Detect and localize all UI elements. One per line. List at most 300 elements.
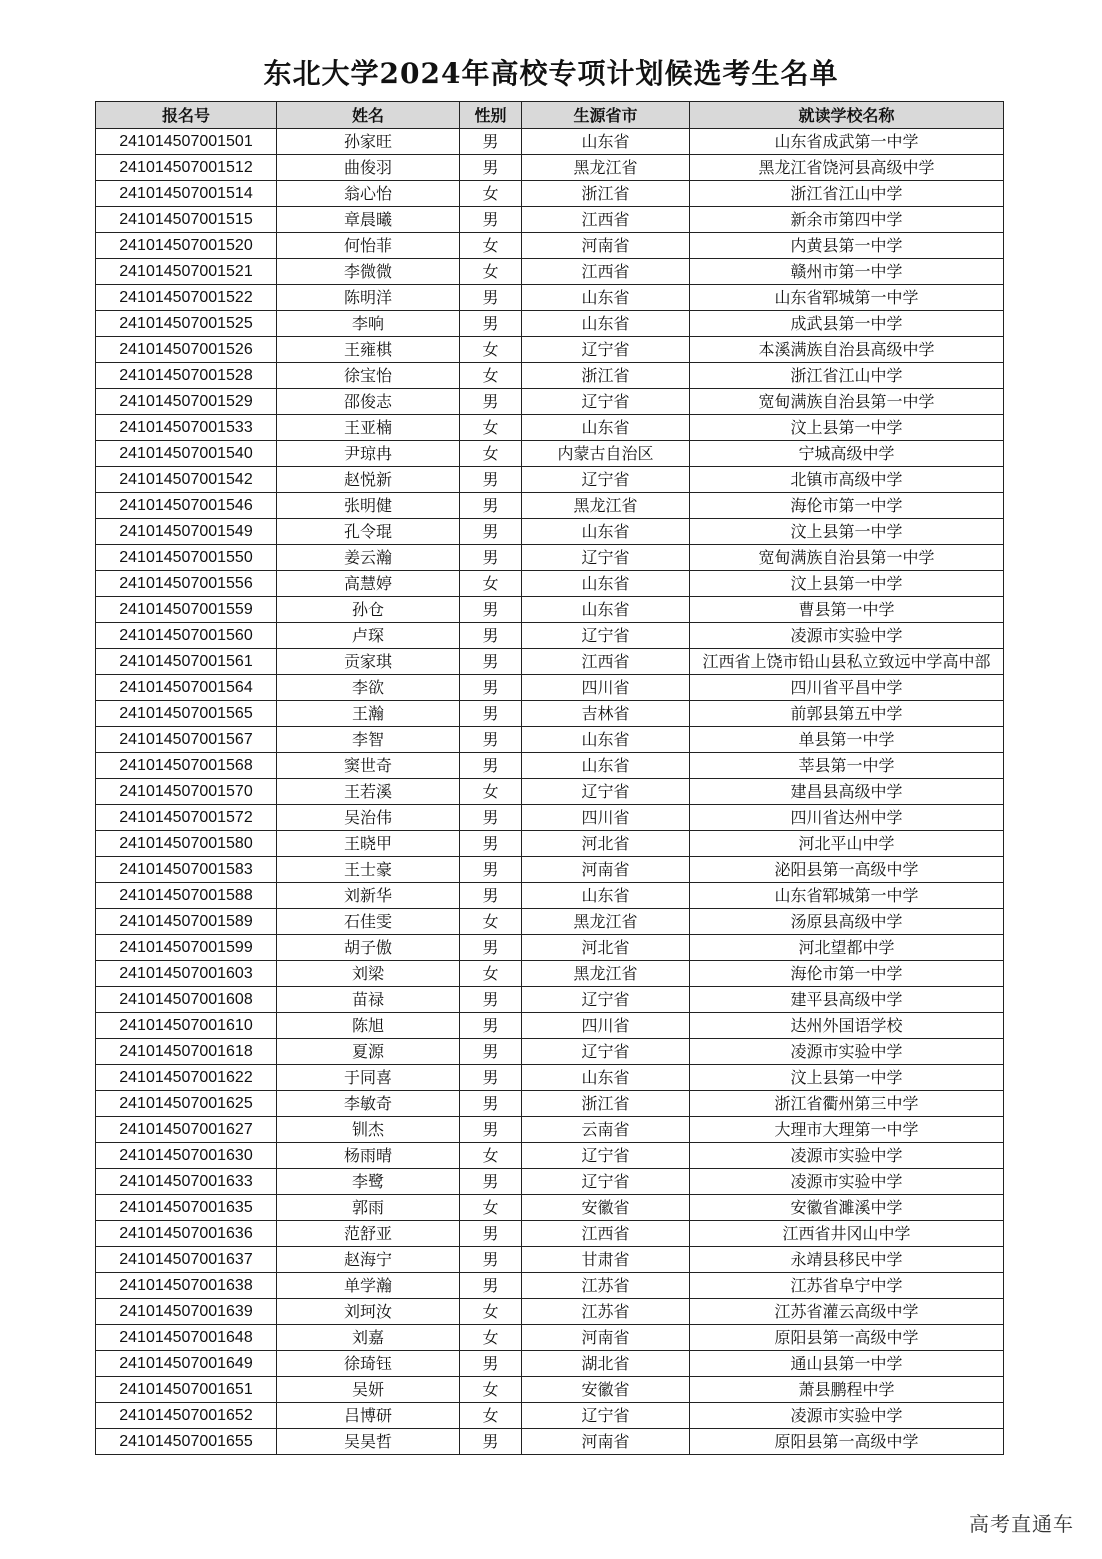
province-cell: 内蒙古自治区 (522, 441, 690, 467)
table-row (96, 519, 1004, 545)
table-row (96, 1195, 1004, 1221)
table-row (96, 441, 1004, 467)
gender-cell: 男 (460, 1091, 522, 1117)
registration-number-cell: 241014507001559 (96, 597, 277, 623)
province-cell: 辽宁省 (522, 337, 690, 363)
school-cell: 江西省上饶市铅山县私立致远中学高中部 (690, 649, 1004, 675)
column-header-province: 生源省市 (522, 102, 690, 129)
table-row (96, 467, 1004, 493)
registration-number-cell: 241014507001627 (96, 1117, 277, 1143)
table-row (96, 1351, 1004, 1377)
name-cell: 王士豪 (277, 857, 460, 883)
gender-cell: 女 (460, 1325, 522, 1351)
province-cell: 浙江省 (522, 363, 690, 389)
gender-cell: 女 (460, 1195, 522, 1221)
gender-cell: 女 (460, 363, 522, 389)
name-cell: 王瀚 (277, 701, 460, 727)
table-row (96, 259, 1004, 285)
province-cell: 四川省 (522, 675, 690, 701)
school-cell: 凌源市实验中学 (690, 1403, 1004, 1429)
gender-cell: 男 (460, 857, 522, 883)
province-cell: 辽宁省 (522, 389, 690, 415)
table-row (96, 1039, 1004, 1065)
registration-number-cell: 241014507001556 (96, 571, 277, 597)
province-cell: 山东省 (522, 285, 690, 311)
registration-number-cell: 241014507001588 (96, 883, 277, 909)
province-cell: 江西省 (522, 1221, 690, 1247)
gender-cell: 女 (460, 961, 522, 987)
school-cell: 凌源市实验中学 (690, 1143, 1004, 1169)
table-row (96, 545, 1004, 571)
school-cell: 浙江省江山中学 (690, 363, 1004, 389)
table-row (96, 883, 1004, 909)
table-row (96, 493, 1004, 519)
name-cell: 窦世奇 (277, 753, 460, 779)
registration-number-cell: 241014507001565 (96, 701, 277, 727)
table-header (96, 102, 1004, 129)
name-cell: 邵俊志 (277, 389, 460, 415)
school-cell: 北镇市高级中学 (690, 467, 1004, 493)
name-cell: 翁心怡 (277, 181, 460, 207)
registration-number-cell: 241014507001651 (96, 1377, 277, 1403)
name-cell: 王晓甲 (277, 831, 460, 857)
gender-cell: 男 (460, 597, 522, 623)
name-cell: 孔令琨 (277, 519, 460, 545)
province-cell: 浙江省 (522, 181, 690, 207)
name-cell: 贡家琪 (277, 649, 460, 675)
province-cell: 山东省 (522, 883, 690, 909)
province-cell: 河南省 (522, 1429, 690, 1455)
name-cell: 陈旭 (277, 1013, 460, 1039)
registration-number-cell: 241014507001501 (96, 129, 277, 155)
name-cell: 陈明洋 (277, 285, 460, 311)
school-cell: 四川省平昌中学 (690, 675, 1004, 701)
school-cell: 汶上县第一中学 (690, 519, 1004, 545)
name-cell: 夏源 (277, 1039, 460, 1065)
page-title: 东北大学2024年高校专项计划候选考生名单 (263, 57, 839, 90)
registration-number-cell: 241014507001549 (96, 519, 277, 545)
registration-number-cell: 241014507001528 (96, 363, 277, 389)
school-cell: 海伦市第一中学 (690, 493, 1004, 519)
name-cell: 王亚楠 (277, 415, 460, 441)
table-row (96, 337, 1004, 363)
registration-number-cell: 241014507001514 (96, 181, 277, 207)
school-cell: 黑龙江省饶河县高级中学 (690, 155, 1004, 181)
registration-number-cell: 241014507001630 (96, 1143, 277, 1169)
name-cell: 卢琛 (277, 623, 460, 649)
name-cell: 何怡菲 (277, 233, 460, 259)
province-cell: 河南省 (522, 1325, 690, 1351)
registration-number-cell: 241014507001635 (96, 1195, 277, 1221)
province-cell: 河北省 (522, 935, 690, 961)
school-cell: 永靖县移民中学 (690, 1247, 1004, 1273)
column-header-name: 姓名 (277, 102, 460, 129)
school-cell: 四川省达州中学 (690, 805, 1004, 831)
registration-number-cell: 241014507001550 (96, 545, 277, 571)
table-row (96, 1273, 1004, 1299)
province-cell: 黑龙江省 (522, 155, 690, 181)
gender-cell: 女 (460, 259, 522, 285)
school-cell: 内黄县第一中学 (690, 233, 1004, 259)
name-cell: 李欲 (277, 675, 460, 701)
table-row (96, 1377, 1004, 1403)
registration-number-cell: 241014507001570 (96, 779, 277, 805)
name-cell: 高慧婷 (277, 571, 460, 597)
table-row (96, 1065, 1004, 1091)
gender-cell: 女 (460, 1377, 522, 1403)
registration-number-cell: 241014507001520 (96, 233, 277, 259)
gender-cell: 女 (460, 1299, 522, 1325)
name-cell: 杨雨晴 (277, 1143, 460, 1169)
registration-number-cell: 241014507001522 (96, 285, 277, 311)
school-cell: 山东省郓城第一中学 (690, 285, 1004, 311)
gender-cell: 女 (460, 1143, 522, 1169)
name-cell: 王若溪 (277, 779, 460, 805)
name-cell: 吴昊哲 (277, 1429, 460, 1455)
name-cell: 刘梁 (277, 961, 460, 987)
table-row (96, 935, 1004, 961)
province-cell: 辽宁省 (522, 1143, 690, 1169)
name-cell: 刘嘉 (277, 1325, 460, 1351)
registration-number-cell: 241014507001542 (96, 467, 277, 493)
gender-cell: 男 (460, 1247, 522, 1273)
gender-cell: 男 (460, 935, 522, 961)
registration-number-cell: 241014507001633 (96, 1169, 277, 1195)
gender-cell: 女 (460, 1403, 522, 1429)
registration-number-cell: 241014507001512 (96, 155, 277, 181)
gender-cell: 男 (460, 493, 522, 519)
table-row (96, 207, 1004, 233)
school-cell: 曹县第一中学 (690, 597, 1004, 623)
registration-number-cell: 241014507001622 (96, 1065, 277, 1091)
school-cell: 海伦市第一中学 (690, 961, 1004, 987)
registration-number-cell: 241014507001603 (96, 961, 277, 987)
province-cell: 辽宁省 (522, 467, 690, 493)
school-cell: 萧县鹏程中学 (690, 1377, 1004, 1403)
registration-number-cell: 241014507001625 (96, 1091, 277, 1117)
table-row (96, 1117, 1004, 1143)
province-cell: 黑龙江省 (522, 961, 690, 987)
school-cell: 宽甸满族自治县第一中学 (690, 545, 1004, 571)
name-cell: 孙家旺 (277, 129, 460, 155)
school-cell: 达州外国语学校 (690, 1013, 1004, 1039)
gender-cell: 男 (460, 1351, 522, 1377)
column-header-gender: 性别 (460, 102, 522, 129)
name-cell: 曲俊羽 (277, 155, 460, 181)
table-row (96, 1403, 1004, 1429)
gender-cell: 男 (460, 1065, 522, 1091)
registration-number-cell: 241014507001515 (96, 207, 277, 233)
school-cell: 凌源市实验中学 (690, 1169, 1004, 1195)
province-cell: 辽宁省 (522, 1169, 690, 1195)
school-cell: 新余市第四中学 (690, 207, 1004, 233)
gender-cell: 男 (460, 207, 522, 233)
name-cell: 李敏奇 (277, 1091, 460, 1117)
gender-cell: 男 (460, 1273, 522, 1299)
province-cell: 黑龙江省 (522, 493, 690, 519)
registration-number-cell: 241014507001649 (96, 1351, 277, 1377)
name-cell: 张明健 (277, 493, 460, 519)
header-row (96, 102, 1004, 129)
school-cell: 建平县高级中学 (690, 987, 1004, 1013)
gender-cell: 男 (460, 1117, 522, 1143)
name-cell: 苗禄 (277, 987, 460, 1013)
table-row (96, 779, 1004, 805)
registration-number-cell: 241014507001560 (96, 623, 277, 649)
gender-cell: 男 (460, 1013, 522, 1039)
school-cell: 凌源市实验中学 (690, 1039, 1004, 1065)
gender-cell: 男 (460, 1221, 522, 1247)
province-cell: 江西省 (522, 207, 690, 233)
province-cell: 江西省 (522, 259, 690, 285)
registration-number-cell: 241014507001567 (96, 727, 277, 753)
gender-cell: 男 (460, 545, 522, 571)
name-cell: 赵悦新 (277, 467, 460, 493)
registration-number-cell: 241014507001648 (96, 1325, 277, 1351)
registration-number-cell: 241014507001561 (96, 649, 277, 675)
table-row (96, 597, 1004, 623)
school-cell: 通山县第一中学 (690, 1351, 1004, 1377)
school-cell: 山东省成武第一中学 (690, 129, 1004, 155)
registration-number-cell: 241014507001583 (96, 857, 277, 883)
province-cell: 甘肃省 (522, 1247, 690, 1273)
gender-cell: 男 (460, 155, 522, 181)
province-cell: 山东省 (522, 519, 690, 545)
column-header-school: 就读学校名称 (690, 102, 1004, 129)
school-cell: 汶上县第一中学 (690, 1065, 1004, 1091)
registration-number-cell: 241014507001639 (96, 1299, 277, 1325)
name-cell: 孙仓 (277, 597, 460, 623)
candidate-table (95, 101, 1004, 1455)
name-cell: 姜云瀚 (277, 545, 460, 571)
name-cell: 于同喜 (277, 1065, 460, 1091)
table-row (96, 285, 1004, 311)
name-cell: 吴妍 (277, 1377, 460, 1403)
table-row (96, 805, 1004, 831)
school-cell: 山东省郓城第一中学 (690, 883, 1004, 909)
gender-cell: 男 (460, 831, 522, 857)
gender-cell: 女 (460, 233, 522, 259)
registration-number-cell: 241014507001652 (96, 1403, 277, 1429)
table-row (96, 623, 1004, 649)
name-cell: 石佳雯 (277, 909, 460, 935)
name-cell: 刘新华 (277, 883, 460, 909)
school-cell: 成武县第一中学 (690, 311, 1004, 337)
gender-cell: 男 (460, 467, 522, 493)
table-row (96, 1013, 1004, 1039)
province-cell: 辽宁省 (522, 779, 690, 805)
province-cell: 辽宁省 (522, 1039, 690, 1065)
registration-number-cell: 241014507001568 (96, 753, 277, 779)
registration-number-cell: 241014507001521 (96, 259, 277, 285)
province-cell: 安徽省 (522, 1377, 690, 1403)
table-row (96, 649, 1004, 675)
gender-cell: 男 (460, 1429, 522, 1455)
registration-number-cell: 241014507001618 (96, 1039, 277, 1065)
registration-number-cell: 241014507001540 (96, 441, 277, 467)
name-cell: 徐宝怡 (277, 363, 460, 389)
province-cell: 江西省 (522, 649, 690, 675)
table-row (96, 1221, 1004, 1247)
gender-cell: 男 (460, 129, 522, 155)
school-cell: 莘县第一中学 (690, 753, 1004, 779)
gender-cell: 女 (460, 571, 522, 597)
province-cell: 山东省 (522, 311, 690, 337)
table-row (96, 909, 1004, 935)
registration-number-cell: 241014507001610 (96, 1013, 277, 1039)
table-row (96, 727, 1004, 753)
province-cell: 辽宁省 (522, 623, 690, 649)
registration-number-cell: 241014507001637 (96, 1247, 277, 1273)
table-row (96, 1429, 1004, 1455)
registration-number-cell: 241014507001589 (96, 909, 277, 935)
province-cell: 山东省 (522, 727, 690, 753)
table-row (96, 987, 1004, 1013)
gender-cell: 男 (460, 311, 522, 337)
gender-cell: 男 (460, 1169, 522, 1195)
name-cell: 胡子傲 (277, 935, 460, 961)
province-cell: 江苏省 (522, 1299, 690, 1325)
registration-number-cell: 241014507001636 (96, 1221, 277, 1247)
name-cell: 李鹭 (277, 1169, 460, 1195)
province-cell: 山东省 (522, 753, 690, 779)
gender-cell: 女 (460, 441, 522, 467)
gender-cell: 女 (460, 181, 522, 207)
registration-number-cell: 241014507001525 (96, 311, 277, 337)
registration-number-cell: 241014507001572 (96, 805, 277, 831)
province-cell: 四川省 (522, 1013, 690, 1039)
table-row (96, 363, 1004, 389)
table-row (96, 961, 1004, 987)
gender-cell: 男 (460, 623, 522, 649)
province-cell: 浙江省 (522, 1091, 690, 1117)
name-cell: 李响 (277, 311, 460, 337)
registration-number-cell: 241014507001580 (96, 831, 277, 857)
gender-cell: 男 (460, 389, 522, 415)
registration-number-cell: 241014507001533 (96, 415, 277, 441)
gender-cell: 男 (460, 649, 522, 675)
school-cell: 凌源市实验中学 (690, 623, 1004, 649)
school-cell: 宽甸满族自治县第一中学 (690, 389, 1004, 415)
gender-cell: 男 (460, 883, 522, 909)
school-cell: 本溪满族自治县高级中学 (690, 337, 1004, 363)
province-cell: 山东省 (522, 415, 690, 441)
registration-number-cell: 241014507001529 (96, 389, 277, 415)
province-cell: 河南省 (522, 233, 690, 259)
registration-number-cell: 241014507001655 (96, 1429, 277, 1455)
name-cell: 尹琼冉 (277, 441, 460, 467)
gender-cell: 男 (460, 675, 522, 701)
table-row (96, 1169, 1004, 1195)
gender-cell: 女 (460, 909, 522, 935)
gender-cell: 男 (460, 285, 522, 311)
table-row (96, 415, 1004, 441)
name-cell: 赵海宁 (277, 1247, 460, 1273)
school-cell: 河北望都中学 (690, 935, 1004, 961)
table-row (96, 129, 1004, 155)
table-row (96, 311, 1004, 337)
province-cell: 安徽省 (522, 1195, 690, 1221)
province-cell: 吉林省 (522, 701, 690, 727)
name-cell: 徐琦钰 (277, 1351, 460, 1377)
name-cell: 吴治伟 (277, 805, 460, 831)
table-row (96, 181, 1004, 207)
registration-number-cell: 241014507001564 (96, 675, 277, 701)
school-cell: 原阳县第一高级中学 (690, 1325, 1004, 1351)
province-cell: 辽宁省 (522, 1403, 690, 1429)
province-cell: 山东省 (522, 129, 690, 155)
table-row (96, 571, 1004, 597)
school-cell: 江苏省灌云高级中学 (690, 1299, 1004, 1325)
registration-number-cell: 241014507001599 (96, 935, 277, 961)
table-row (96, 1299, 1004, 1325)
registration-number-cell: 241014507001638 (96, 1273, 277, 1299)
school-cell: 单县第一中学 (690, 727, 1004, 753)
school-cell: 汤原县高级中学 (690, 909, 1004, 935)
column-header-registration-number: 报名号 (96, 102, 277, 129)
table-row (96, 1247, 1004, 1273)
school-cell: 浙江省衢州第三中学 (690, 1091, 1004, 1117)
school-cell: 汶上县第一中学 (690, 571, 1004, 597)
table-row (96, 857, 1004, 883)
school-cell: 宁城高级中学 (690, 441, 1004, 467)
table-row (96, 753, 1004, 779)
table-row (96, 701, 1004, 727)
gender-cell: 女 (460, 779, 522, 805)
school-cell: 前郭县第五中学 (690, 701, 1004, 727)
name-cell: 范舒亚 (277, 1221, 460, 1247)
province-cell: 云南省 (522, 1117, 690, 1143)
province-cell: 山东省 (522, 571, 690, 597)
table-row (96, 1325, 1004, 1351)
school-cell: 浙江省江山中学 (690, 181, 1004, 207)
gender-cell: 男 (460, 701, 522, 727)
school-cell: 安徽省濉溪中学 (690, 1195, 1004, 1221)
name-cell: 章晨曦 (277, 207, 460, 233)
province-cell: 黑龙江省 (522, 909, 690, 935)
name-cell: 单学瀚 (277, 1273, 460, 1299)
province-cell: 河南省 (522, 857, 690, 883)
province-cell: 辽宁省 (522, 987, 690, 1013)
province-cell: 四川省 (522, 805, 690, 831)
name-cell: 李微微 (277, 259, 460, 285)
school-cell: 赣州市第一中学 (690, 259, 1004, 285)
school-cell: 原阳县第一高级中学 (690, 1429, 1004, 1455)
gender-cell: 男 (460, 987, 522, 1013)
table-row (96, 1143, 1004, 1169)
school-cell: 大理市大理第一中学 (690, 1117, 1004, 1143)
table-row (96, 675, 1004, 701)
school-cell: 泌阳县第一高级中学 (690, 857, 1004, 883)
school-cell: 江苏省阜宁中学 (690, 1273, 1004, 1299)
name-cell: 刘珂汝 (277, 1299, 460, 1325)
province-cell: 山东省 (522, 1065, 690, 1091)
table-row (96, 155, 1004, 181)
registration-number-cell: 241014507001608 (96, 987, 277, 1013)
province-cell: 山东省 (522, 597, 690, 623)
name-cell: 钏杰 (277, 1117, 460, 1143)
school-cell: 汶上县第一中学 (690, 415, 1004, 441)
province-cell: 河北省 (522, 831, 690, 857)
watermark-text: 高考直通车 (969, 1512, 1074, 1536)
registration-number-cell: 241014507001526 (96, 337, 277, 363)
province-cell: 江苏省 (522, 1273, 690, 1299)
gender-cell: 女 (460, 415, 522, 441)
gender-cell: 男 (460, 727, 522, 753)
province-cell: 湖北省 (522, 1351, 690, 1377)
name-cell: 郭雨 (277, 1195, 460, 1221)
name-cell: 李智 (277, 727, 460, 753)
